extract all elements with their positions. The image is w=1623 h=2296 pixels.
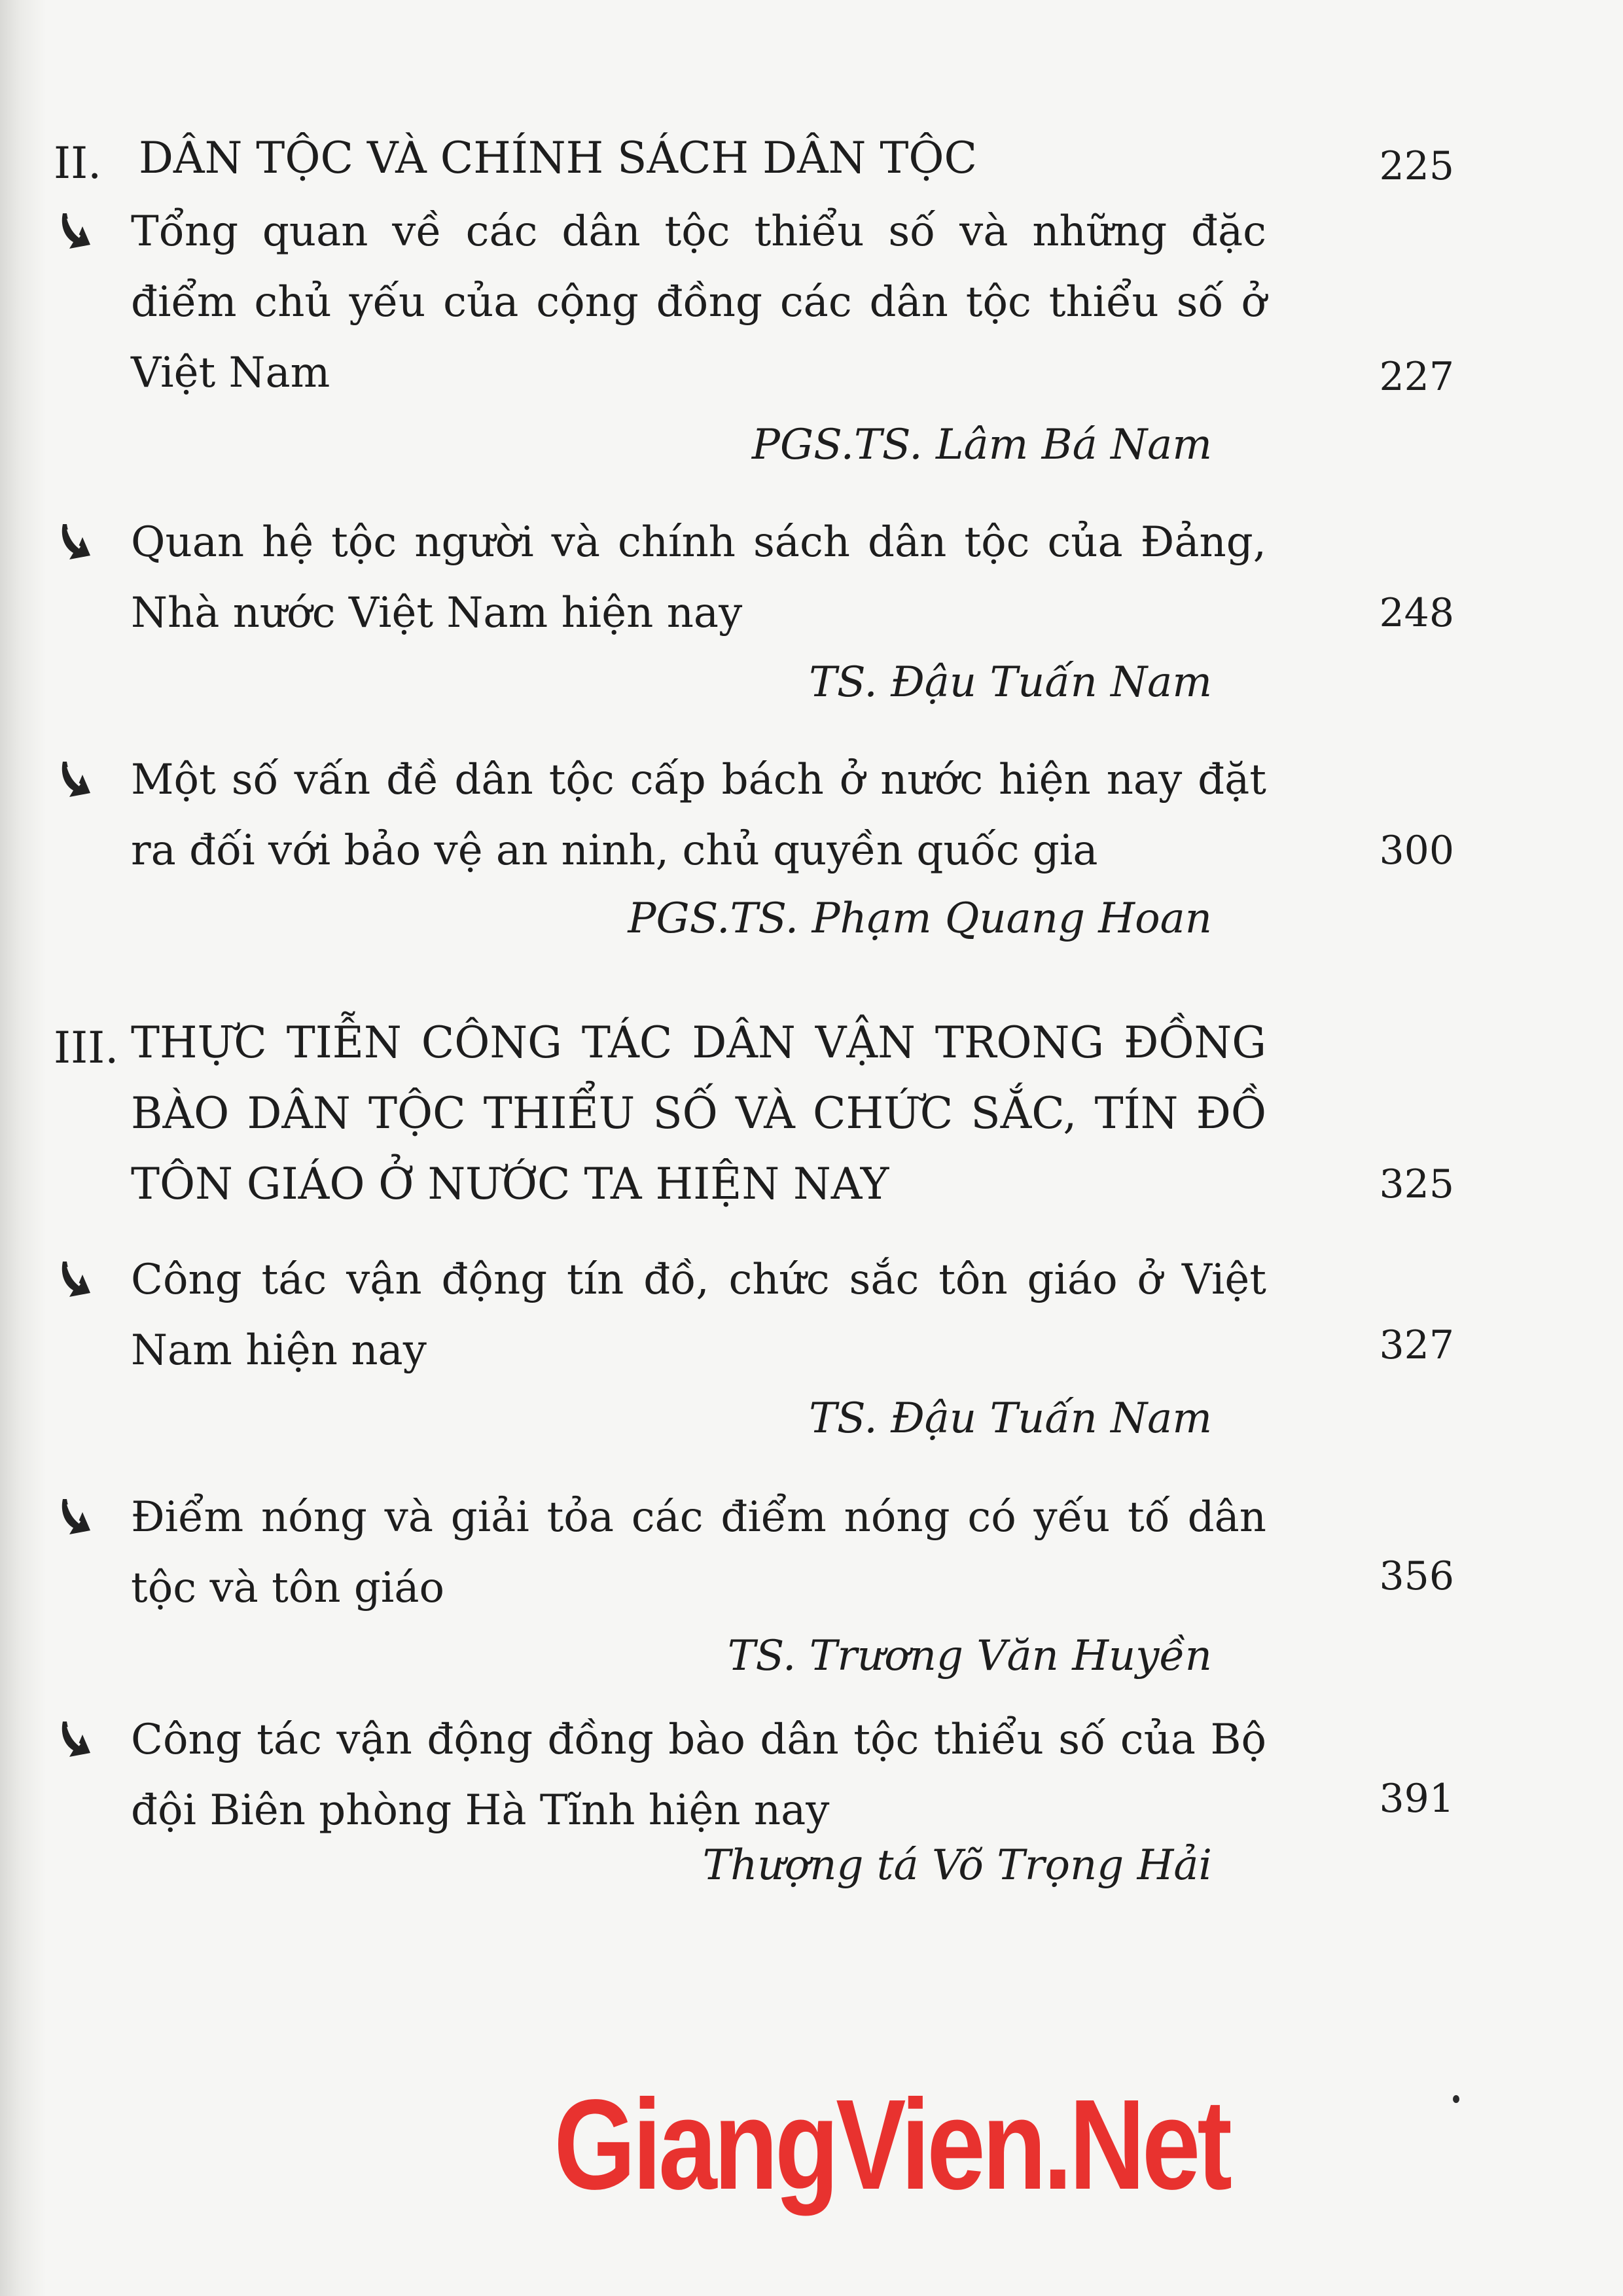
watermark-logo: GiangVien.Net <box>554 2073 1229 2216</box>
entry-author: Thượng tá Võ Trọng Hải <box>702 1841 1212 1890</box>
entry-page-number: 356 <box>1379 1553 1454 1599</box>
pointing-arrow-icon <box>56 1496 96 1538</box>
entry-author: PGS.TS. Lâm Bá Nam <box>751 421 1212 469</box>
entry-author: PGS.TS. Phạm Quang Hoan <box>628 894 1212 943</box>
entry-title: Điểm nóng và giải tỏa các điểm nóng có yếu tố dân tộc và tôn giáo <box>131 1493 1266 1612</box>
toc-entry[interactable] <box>54 745 1454 967</box>
pointing-arrow-icon <box>56 211 96 253</box>
entry-page-number: 248 <box>1379 590 1454 636</box>
pointing-arrow-icon <box>56 1259 96 1301</box>
entry-title: Quan hệ tộc người và chính sách dân tộc của Đảng, Nhà nước Việt Nam hiện nay <box>131 518 1266 637</box>
toc-entry[interactable] <box>54 1245 1454 1467</box>
entry-author: TS. Đậu Tuấn Nam <box>809 1394 1212 1443</box>
entry-author: TS. Đậu Tuấn Nam <box>809 658 1212 707</box>
pointing-arrow-icon <box>56 521 96 563</box>
entry-title: Tổng quan về các dân tộc thiểu số và những đặc điểm chủ yếu của cộng đồng các dân tộc thiểu số ở Việt Nam <box>131 207 1266 397</box>
toc-entry[interactable] <box>54 1482 1454 1704</box>
entry-title: Một số vấn đề dân tộc cấp bách ở nước hiện nay đặt ra đối với bảo vệ an ninh, chủ quyền quốc gia <box>131 756 1266 875</box>
pointing-arrow-icon <box>56 759 96 801</box>
section-heading-2 <box>54 123 1454 202</box>
entry-page-number: 327 <box>1379 1322 1454 1368</box>
toc-entry[interactable] <box>54 196 1454 471</box>
entry-author: TS. Trương Văn Huyền <box>727 1632 1212 1680</box>
section-number: III. <box>54 1023 119 1073</box>
section-heading-3 <box>54 1008 1454 1230</box>
section-title: DÂN TỘC VÀ CHÍNH SÁCH DÂN TỘC <box>139 133 978 183</box>
entry-page-number: 300 <box>1379 828 1454 874</box>
section-title: THỰC TIỄN CÔNG TÁC DÂN VẬN TRONG ĐỒNG BÀO DÂN TỘC THIỂU SỐ VÀ CHỨC SẮC, TÍN ĐỒ TÔN GIÁO Ở NƯỚC TA HIỆN NAY <box>131 1017 1266 1209</box>
entry-page-number: 391 <box>1379 1776 1454 1822</box>
entry-title: Công tác vận động tín đồ, chức sắc tôn giáo ở Việt Nam hiện nay <box>131 1256 1266 1375</box>
toc-entry[interactable] <box>54 507 1454 730</box>
page-speck <box>1453 2095 1459 2103</box>
section-page-number: 225 <box>1379 143 1454 189</box>
entry-page-number: 227 <box>1379 354 1454 400</box>
toc-entry[interactable] <box>54 1704 1454 1927</box>
entry-title: Công tác vận động đồng bào dân tộc thiểu số của Bộ đội Biên phòng Hà Tĩnh hiện nay <box>131 1716 1266 1835</box>
pointing-arrow-icon <box>56 1719 96 1761</box>
section-page-number: 325 <box>1379 1161 1454 1207</box>
section-number: II. <box>54 138 102 188</box>
